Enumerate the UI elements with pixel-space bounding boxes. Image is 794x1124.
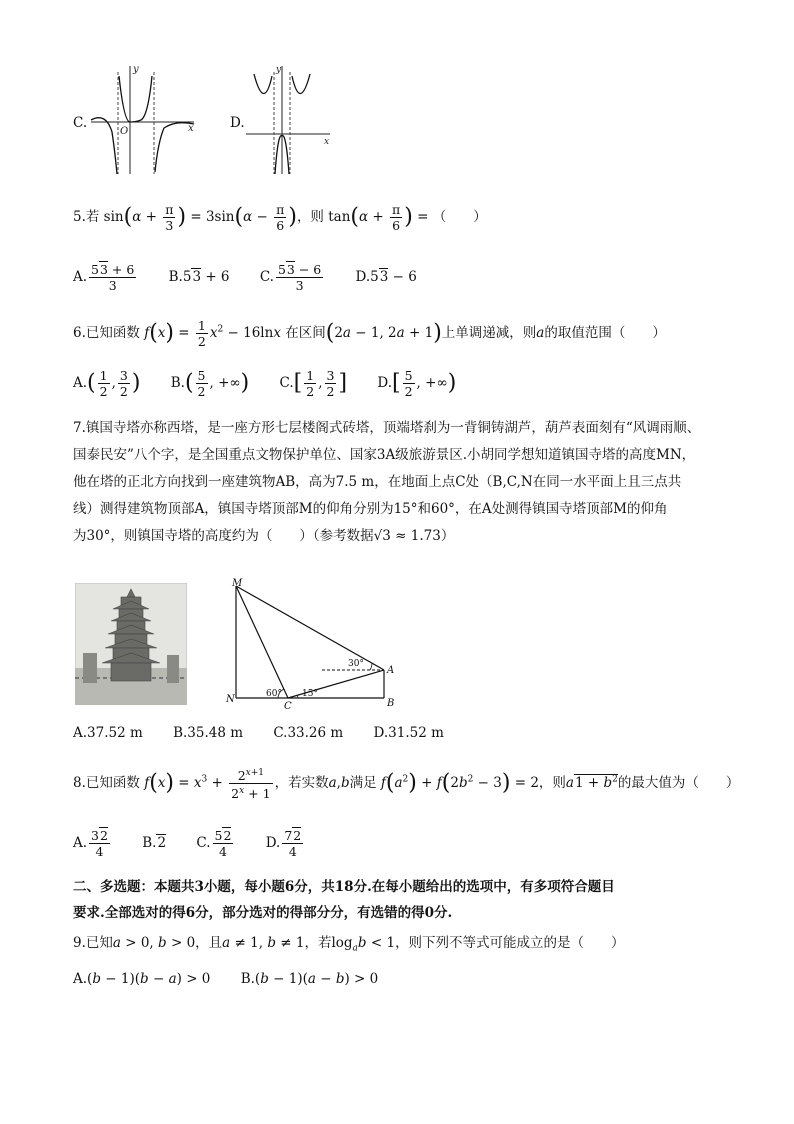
question-6: 6.已知函数 f(x) = $\frac{1}{2}$ $x^2 - 16\ln x$ 在区间(2a − 1, 2a + 1)上单调递减，则a的取值范围（ ） bbox=[73, 318, 666, 349]
question-7-line-5: 为30°，则镇国寺塔的高度约为（ ）（参考数据√3 ≈ 1.73） bbox=[73, 528, 455, 544]
label-c: C bbox=[284, 701, 292, 710]
question-5-options: A. $\frac{53 + 6}{3}$ B.53 + 6 C. $\frac{53 - 6}{3}$ D.53 − 6 bbox=[73, 262, 417, 293]
label-n: N bbox=[226, 694, 235, 705]
question-8: 8.已知函数 $f(x) = x^3$ + $\frac{2^{x+1}}{2^x + 1}$ ，若实数a,b满足 $f(a^2) + f(2b^2 - 3) = 2$，则$a1 + b^2$的最大值为（ ） bbox=[73, 768, 740, 802]
graph-d-x-label: x bbox=[324, 137, 330, 147]
question-9-options: A.(b − 1)(b − a) > 0 B.(b − 1)(a − b) > 0 bbox=[73, 971, 379, 987]
angle-30-label: 30° bbox=[348, 659, 364, 669]
graph-d-y-label: y bbox=[276, 65, 282, 75]
question-5: 5.若 sin(α + $\frac{\pi}{3}$ ) = 3sin(α − $\frac{\pi}{6}$ )，则 tan(α + $\frac{\pi}{6}$ ) = （ ） bbox=[73, 202, 487, 233]
label-a: A bbox=[387, 665, 395, 676]
pagoda-photo bbox=[75, 583, 187, 705]
tower-geometry-diagram bbox=[222, 578, 397, 710]
question-9: 9.已知a > 0, b > 0，且a ≠ 1, b ≠ 1，若$\log_ab < 1$，则下列不等式可能成立的是（ ） bbox=[73, 935, 625, 954]
question-7-line-3: 他在塔的正北方向找到一座建筑物AB，高为7.5 m，在地面上点C处（B,C,N在同一水平面上且三点共 bbox=[73, 474, 682, 490]
graph-c-y-label: y bbox=[133, 64, 139, 75]
q4-option-d-label: D. bbox=[230, 115, 245, 131]
label-b: B bbox=[387, 698, 395, 709]
q4-graph-c bbox=[86, 62, 201, 180]
angle-15-label: 15° bbox=[302, 689, 318, 699]
section-2-heading-line-2: 要求.全部选对的得6分，部分选对的得部分分，有选错的得0分. bbox=[73, 905, 453, 921]
question-7-options: A.37.52 m B.35.48 m C.33.26 m D.31.52 m bbox=[73, 725, 444, 741]
question-6-options: A.( $\frac{1}{2}$ , $\frac{3}{2}$ ) B.( $\frac{5}{2}$ , +∞) C.[ $\frac{1}{2}$ , $\frac{3}{2}$ ] D.[ $\frac{5}{2}$ , +∞) bbox=[73, 368, 457, 399]
question-7-line-2: 国泰民安”八个字，是全国重点文物保护单位、国家3A级旅游景区.小胡同学想知道镇国寺塔的高度MN， bbox=[73, 447, 696, 463]
angle-60-label: 60° bbox=[266, 689, 282, 699]
label-m: M bbox=[232, 578, 243, 589]
graph-c-origin-label: O bbox=[120, 126, 129, 137]
question-7-line-4: 线）测得建筑物顶部A，镇国寺塔顶部M的仰角分别为15°和60°，在A处测得镇国寺塔顶部M的仰角 bbox=[73, 501, 668, 517]
section-2-heading-line-1: 二、多选题：本题共3小题，每小题6分，共18分.在每小题给出的选项中，有多项符合题目 bbox=[73, 879, 615, 895]
q4-option-c-label: C. bbox=[73, 115, 88, 131]
question-8-options: A. $\frac{32}{4}$ B.2 C. $\frac{52}{4}$ D. $\frac{72}{4}$ bbox=[73, 828, 302, 859]
q4-graph-d bbox=[244, 62, 334, 180]
question-7-line-1: 7.镇国寺塔亦称西塔，是一座方形七层楼阁式砖塔，顶端塔刹为一背铜铸湖芦，葫芦表面刻有“风调雨顺、 bbox=[73, 420, 701, 436]
graph-c-x-label: x bbox=[188, 123, 194, 134]
